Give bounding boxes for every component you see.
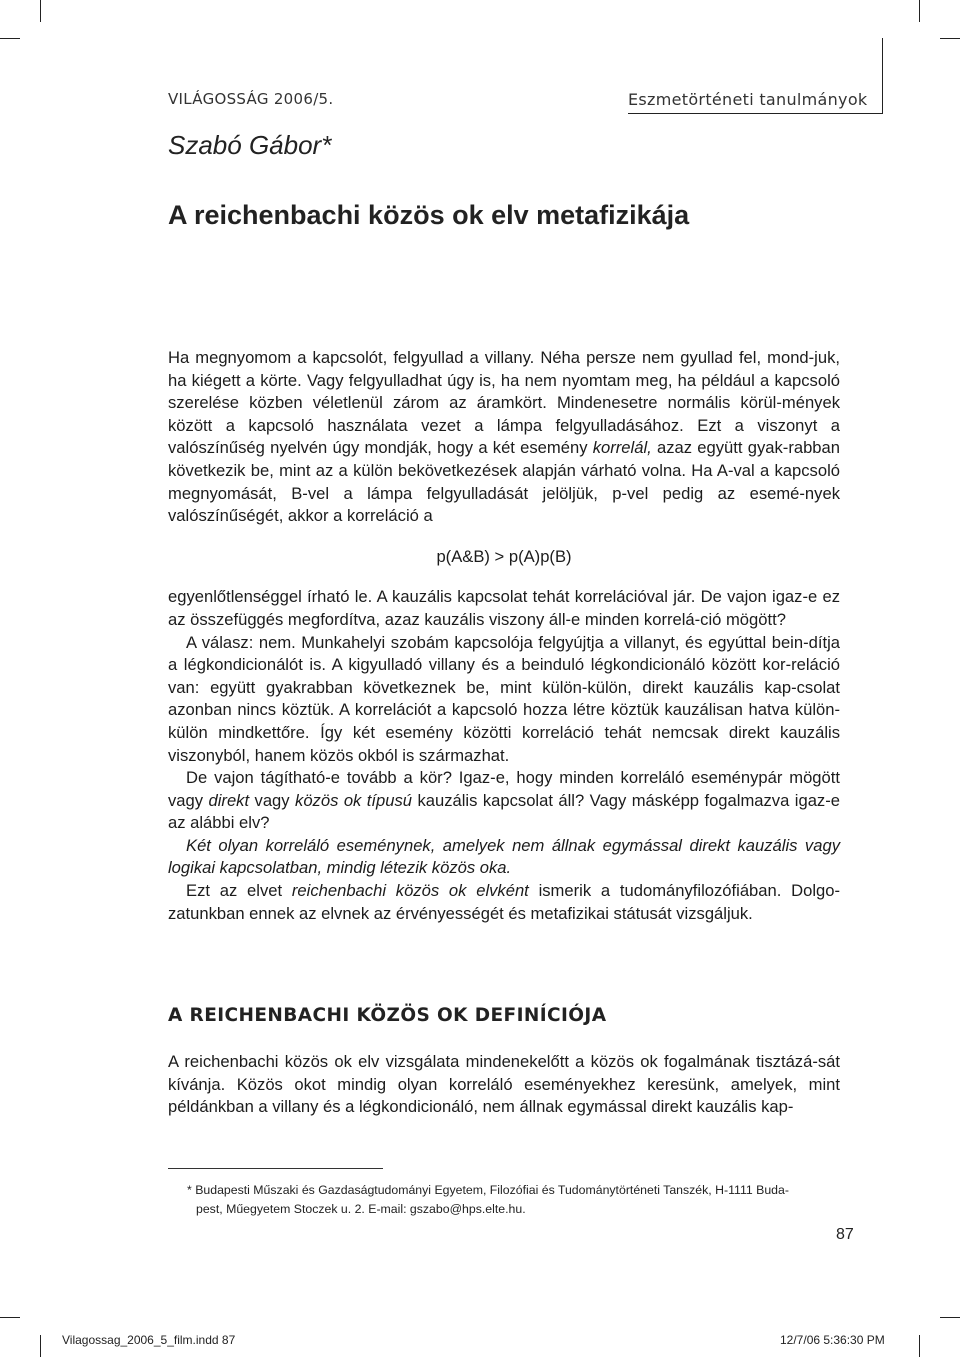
article-author: Szabó Gábor* — [168, 130, 332, 160]
paragraph-principle-name: Ezt az elvet reichenbachi közös ok elvként ismerik a tudományfilozófiában. Dolgo-zatunkban ennek az elvnek az érvényességét és metafizikai státusát vizsgáljuk. — [168, 881, 841, 923]
principle-statement: Két olyan korreláló eseménynek, amelyek nem állnak egymással direkt kauzális vagy logikai kapcsolatban, mindig létezik közös oka. — [168, 835, 840, 878]
footnote-line: pest, Műegyetem Stoczek u. 2. E-mail: gszabo@hps.elte.hu. — [196, 1201, 526, 1216]
crop-mark — [628, 113, 883, 114]
footnote-rule — [168, 1168, 383, 1169]
page-number: 87 — [836, 1226, 854, 1243]
paragraph-intro: Ha megnyomom a kapcsolót, felgyullad a villany. Néha persze nem gyullad fel, mond-juk, ha kiégett a körte. Vagy felgyulladhat úgy is, ha nem nyomtam meg, ha például a kapcsoló szerelése közben véletlenül zárom az áramkört. Mindenesetre normális körül-mények között a kapcsoló használata vezet a lámpa felgyulladásához. Ezt a viszonyt a valószínűség nyelvén úgy mondják, hogy a két esemény korrelál, azaz együtt gyak-rabban következik be, mint az a külön bekövetkezések alapján várható volna. Ha A-val a kapcsoló megnyomását, B-vel a lámpa felgyulladását jelöljük, p-vel pedig az esemé-nyek valószínűségét, akkor a korreláció a — [168, 348, 840, 526]
section-label: Eszmetörténeti tanulmányok — [628, 90, 868, 109]
crop-mark — [919, 1335, 920, 1357]
paragraph-inequality: egyenlőtlenséggel írható le. A kauzális kapcsolat tehát korrelációval jár. De vajon igaz-e ez az összefüggés megfordítva, azaz kauzális viszony áll-e minden korrelá-ció mögött? — [168, 587, 840, 629]
crop-mark — [940, 1317, 960, 1318]
formula: p(A&B) > p(A)p(B) — [436, 546, 572, 566]
article-title: A reichenbachi közös ok elv metafizikája — [168, 200, 690, 230]
journal-issue: VILÁGOSSÁG 2006/5. — [168, 90, 334, 108]
crop-mark — [882, 38, 883, 114]
article-body — [168, 347, 840, 925]
crop-mark — [40, 0, 41, 22]
slug-filename: Vilagossag_2006_5_film.indd 87 — [62, 1333, 236, 1347]
footnote — [187, 1181, 840, 1218]
crop-mark — [919, 0, 920, 22]
paragraph-answer: A válasz: nem. Munkahelyi szobám kapcsolója felgyújtja a villanyt, és egyúttal bein-dítja a légkondicionálót is. A kigyulladó villany és a beinduló légkondicionáló között kor-reláció van: együtt gyakrabban következnek be, mint külön-külön, direkt kauzális kap-csolat azonban nincs köztük. A korrelációt a kapcsoló hozza létre köztük kauzálisan hatva külön-külön mindkettőre. Így két esemény közötti korreláció tehát nemcsak direkt kauzális viszonyból, hanem közös okból is származhat. — [168, 632, 840, 765]
crop-mark — [0, 38, 20, 39]
section-paragraph: A reichenbachi közös ok elv vizsgálata mindenekelőtt a közös ok fogalmának tisztázá-sát kívánja. Közös okot mindig olyan korreláló eseményekhez keresünk, amelyek, mint példánkban a villany és a légkondicionáló, nem állnak egymással direkt kauzális kap- — [168, 1052, 840, 1117]
footnote-line: * Budapesti Műszaki és Gazdaságtudományi Egyetem, Filozófiai és Tudománytörténeti Tanszék, H-1111 Buda- — [187, 1183, 789, 1197]
section-body — [168, 1051, 840, 1119]
slug-timestamp: 12/7/06 5:36:30 PM — [780, 1333, 885, 1347]
crop-mark — [940, 38, 960, 39]
section-heading: A REICHENBACHI KÖZÖS OK DEFINÍCIÓJA — [168, 1005, 607, 1026]
paragraph-question: De vajon tágítható-e tovább a kör? Igaz-e, hogy minden korreláló eseménypár mögött vagy direkt vagy közös ok típusú kauzális kapcsolat áll? Vagy másképp fogalmazva igaz-e az alábbi elv? — [168, 768, 840, 833]
crop-mark — [40, 1335, 41, 1357]
crop-mark — [0, 1317, 20, 1318]
